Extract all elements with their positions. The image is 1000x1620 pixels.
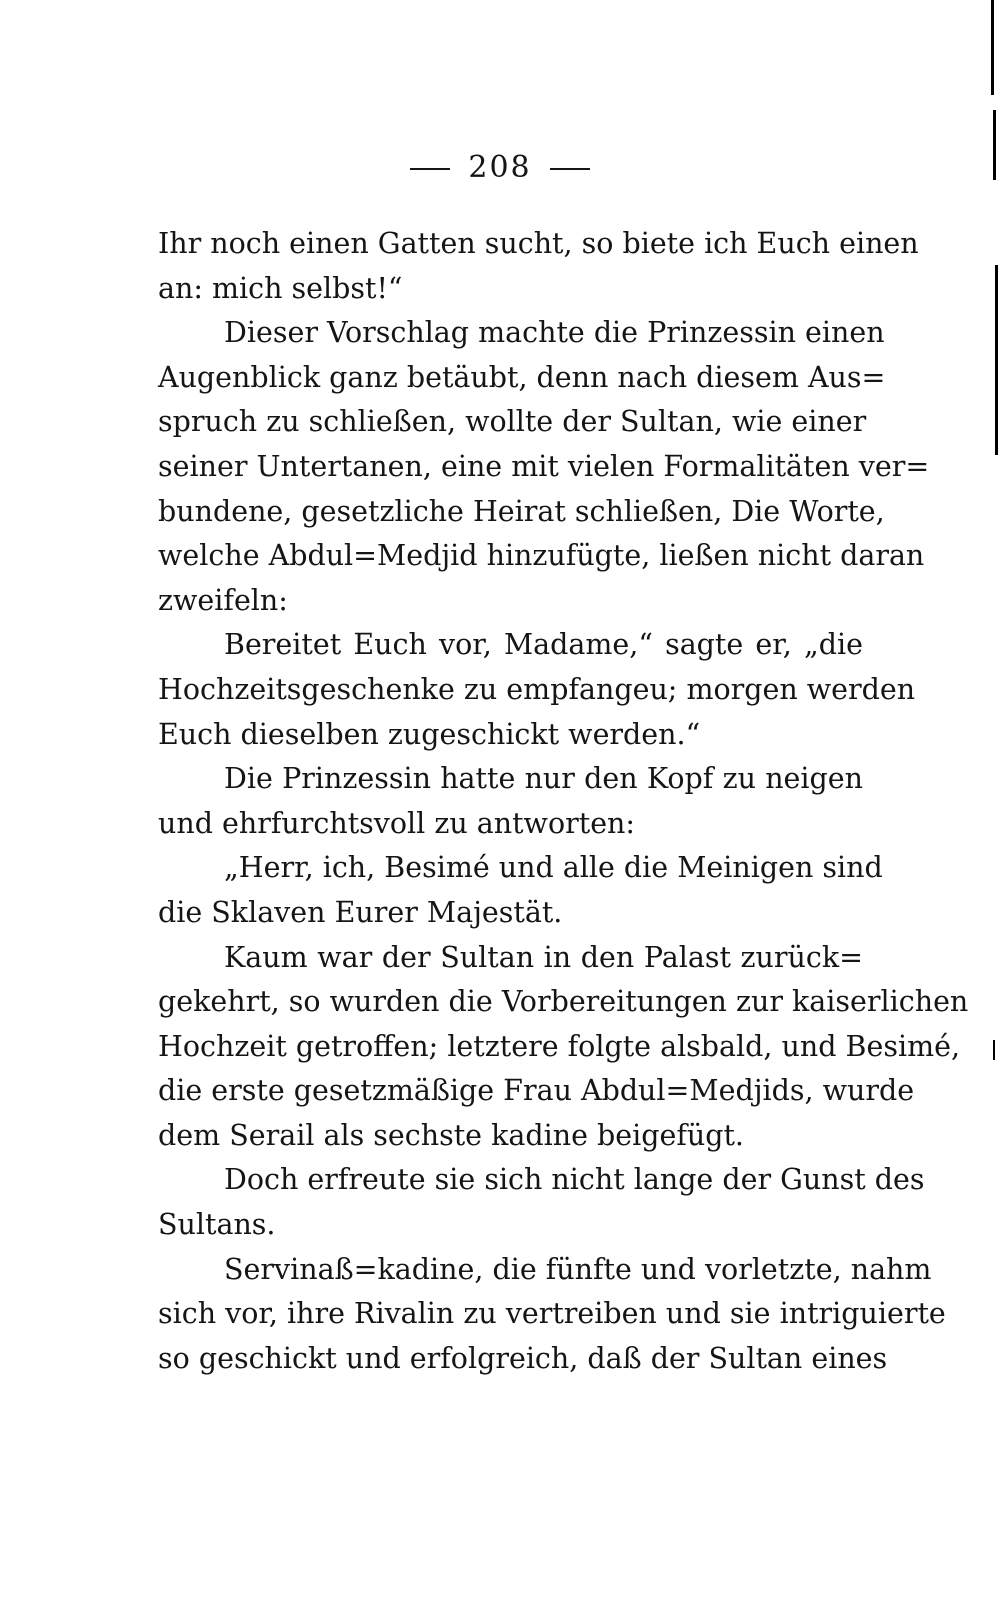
paragraph [158, 1158, 925, 1247]
text-line: Hochzeitsgeschenke zu empfangeu; morgen werden [158, 672, 916, 706]
text-line: Augenblick ganz betäubt, denn nach diesem Aus= [158, 360, 886, 394]
text-line: Doch erfreute sie sich nicht lange der Gunst des [224, 1163, 925, 1197]
paragraph [158, 311, 930, 623]
scan-edge-mark [995, 265, 998, 455]
text-line: die erste gesetzmäßige Frau Abdul=Medjids, wurde [158, 1074, 915, 1108]
text-line: so geschickt und erfolgreich, daß der Sultan eines [158, 1341, 888, 1375]
paragraph [158, 623, 916, 757]
text-line: Ihr noch einen Gatten sucht, so biete ich Euch einen [158, 227, 919, 260]
text-line: Hochzeit getroffen; letztere folgte alsbald, und Besimé, [158, 1029, 961, 1063]
paragraph [158, 936, 969, 1159]
text-line: gekehrt, so wurden die Vorbereitungen zur kaiserlichen [158, 985, 969, 1019]
text-line: „Herr, ich, Besimé und alle die Meinigen sind [224, 851, 883, 885]
text-line: Servinaß=kadine, die fünfte und vorletzte, nahm [224, 1252, 932, 1286]
text-line: Kaum war der Sultan in den Palast zurück= [224, 940, 863, 974]
text-line: Euch dieselben zugeschickt werden.“ [158, 717, 701, 751]
text-line: Bereitet Euch vor, Madame,“ sagte er, „die [224, 628, 863, 662]
scan-edge-mark [991, 0, 994, 95]
page-number-value: 208 [468, 150, 532, 185]
text-line: dem Serail als sechste kadine beigefügt. [158, 1118, 744, 1152]
paragraph [158, 1248, 946, 1382]
scan-edge-mark [993, 1040, 995, 1060]
paragraph [158, 757, 863, 846]
scan-edge-mark [993, 110, 996, 180]
paragraph [158, 846, 883, 935]
text-line: die Sklaven Eurer Majestät. [158, 895, 563, 929]
text-line: welche Abdul=Medjid hinzufügte, ließen nicht daran [158, 539, 925, 573]
text-line: bundene, gesetzliche Heirat schließen, Die Worte, [158, 494, 885, 528]
text-line: und ehrfurchtsvoll zu antworten: [158, 806, 636, 840]
body-text [158, 222, 969, 1381]
text-line: Dieser Vorschlag machte die Prinzessin einen [224, 316, 885, 350]
dash-left [410, 168, 450, 170]
dash-right [550, 168, 590, 170]
paragraph [158, 222, 919, 311]
text-line: zweifeln: [158, 583, 288, 617]
text-line: sich vor, ihre Rivalin zu vertreiben und sie intriguierte [158, 1297, 946, 1331]
text-line: an: mich selbst!“ [158, 271, 403, 305]
text-line: spruch zu schließen, wollte der Sultan, wie einer [158, 405, 867, 439]
text-line: seiner Untertanen, eine mit vielen Formalitäten ver= [158, 449, 930, 483]
text-line: Sultans. [158, 1208, 276, 1242]
text-line: Die Prinzessin hatte nur den Kopf zu neigen [224, 762, 863, 796]
page-number [0, 150, 1000, 185]
